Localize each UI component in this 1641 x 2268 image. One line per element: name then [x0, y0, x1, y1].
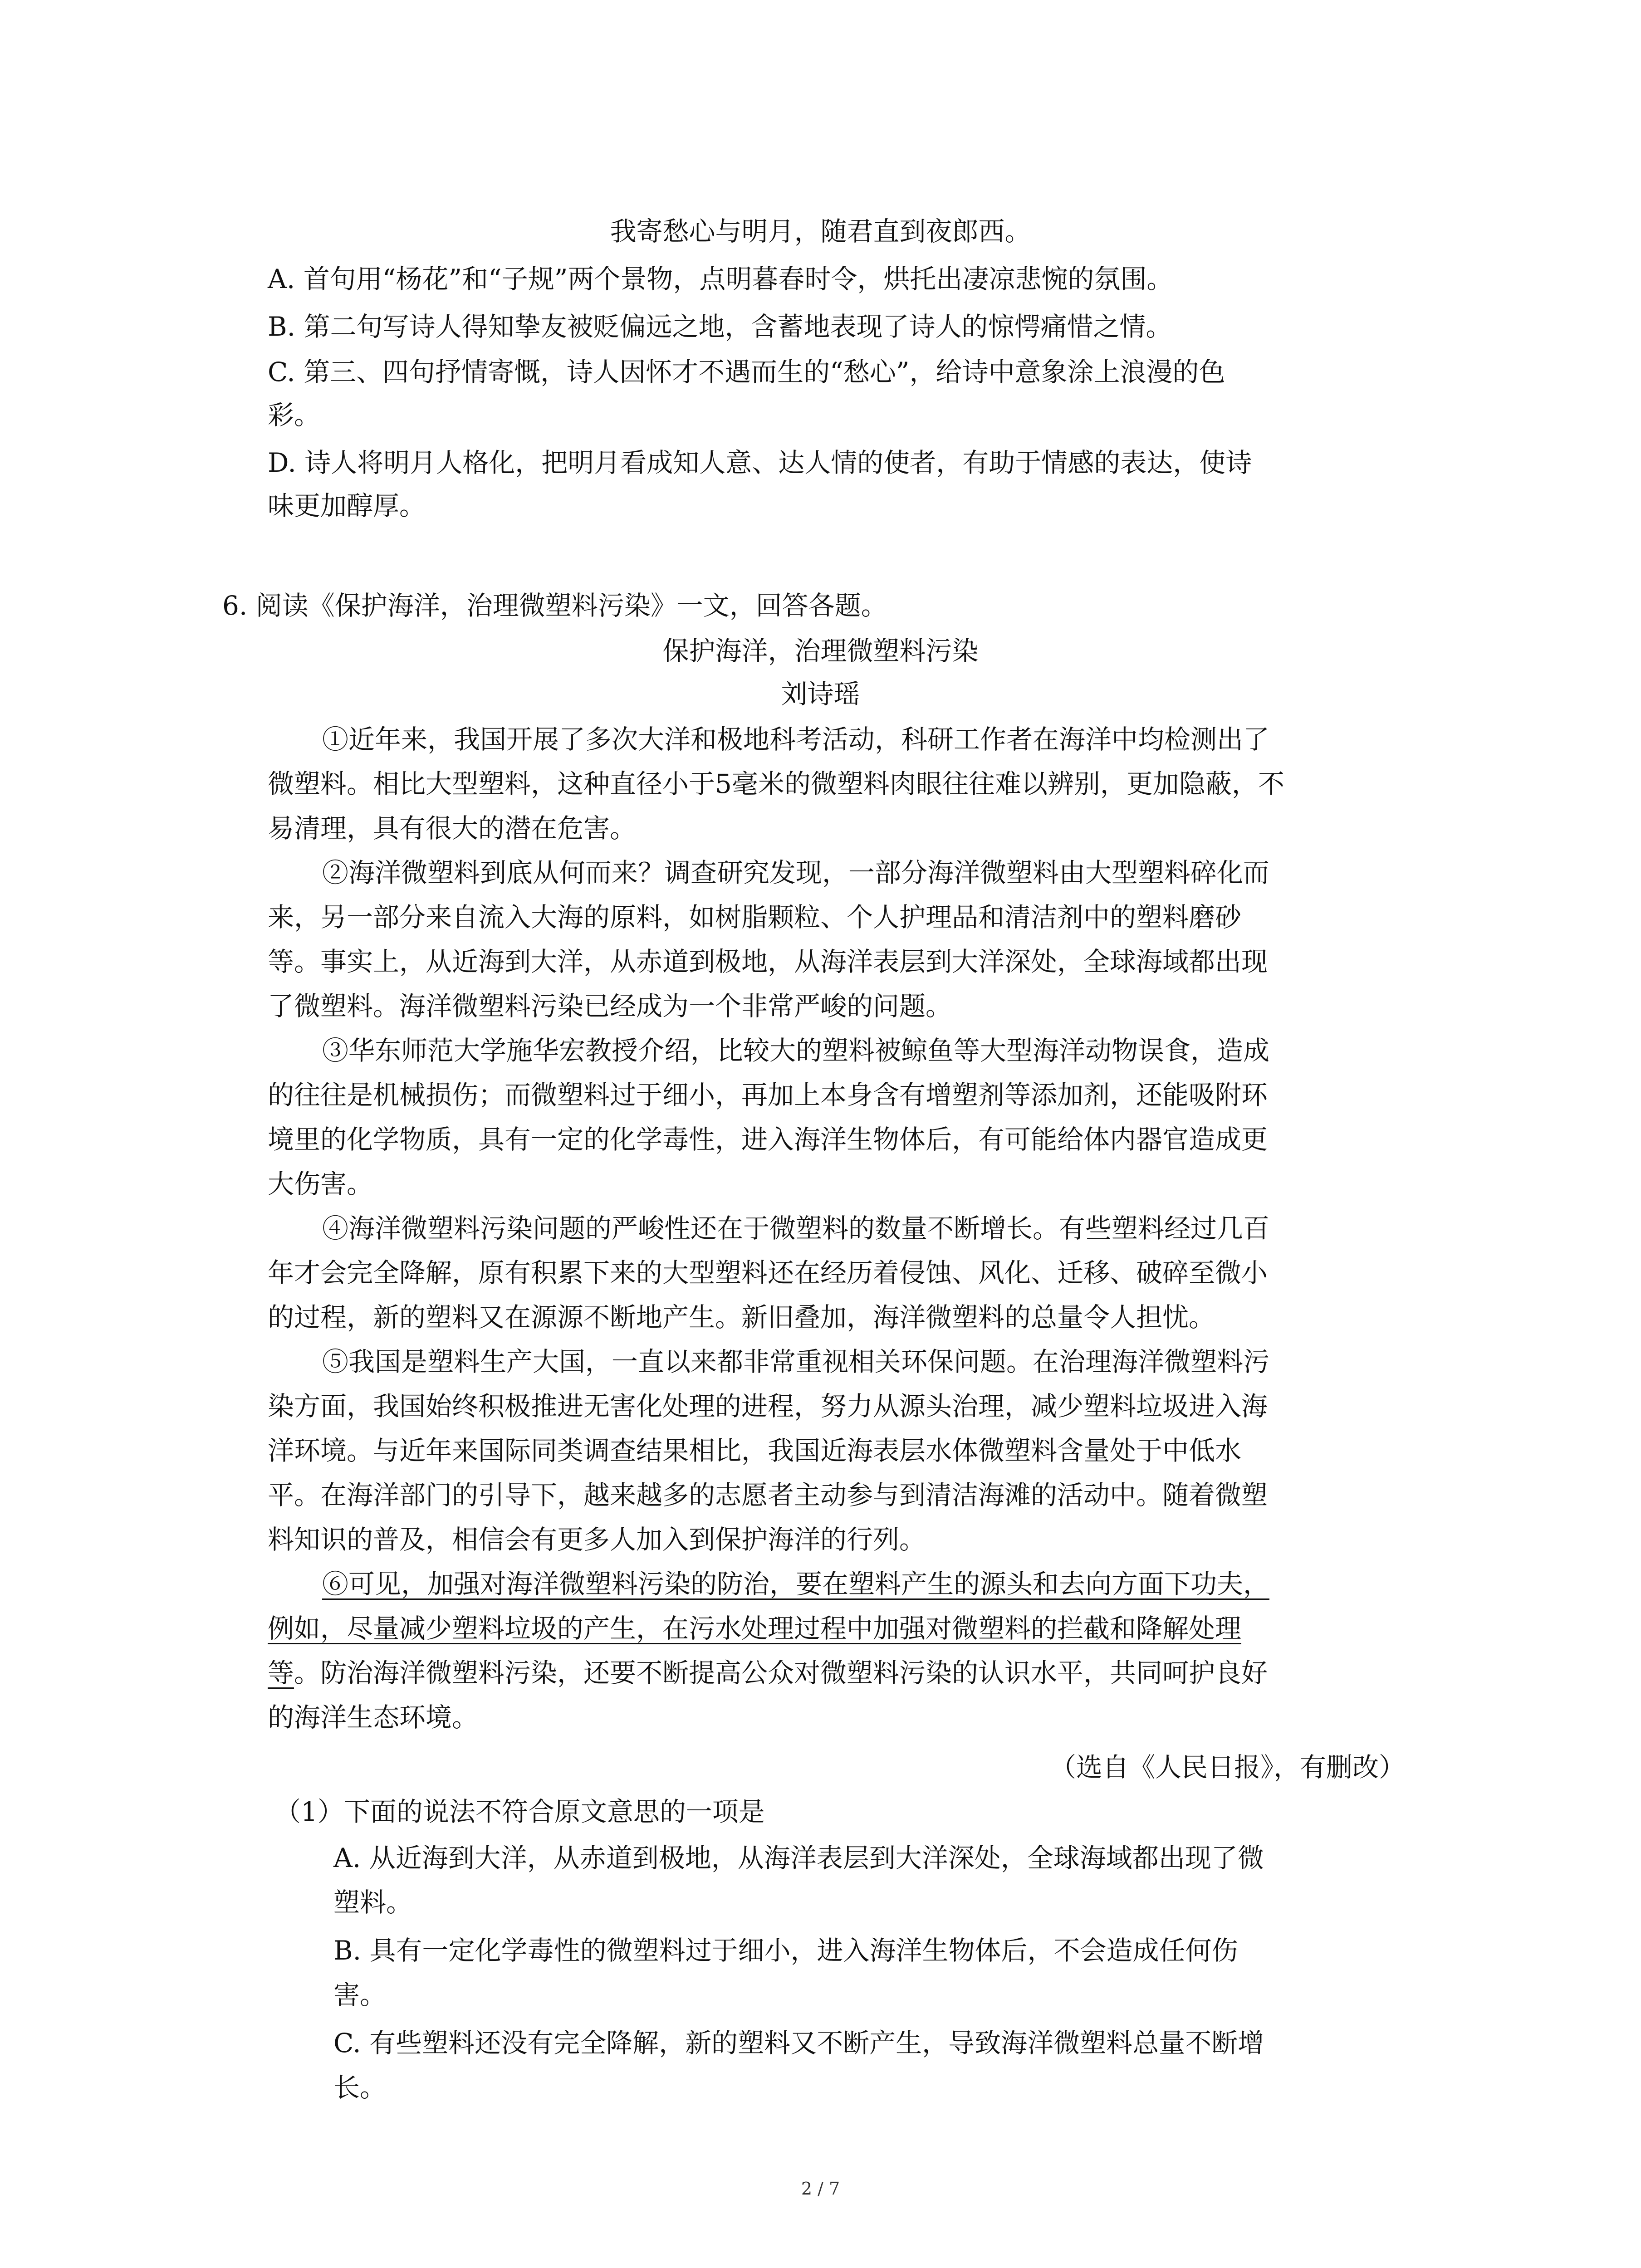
q5-option-a: A. 首句用“杨花”和“子规”两个景物，点明暮春时令，烘托出凄凉悲惋的氛围。: [268, 264, 1173, 294]
paragraph-6-line-1: ⑥可见，加强对海洋微塑料污染的防治，要在塑料产生的源头和去向方面下功夫，: [322, 1569, 1270, 1599]
paragraph-3-line-1: ③华东师范大学施华宏教授介绍，比较大的塑料被鲸鱼等大型海洋动物误食，造成: [322, 1035, 1270, 1066]
q5-option-c-line1: C. 第三、四句抒情寄慨，诗人因怀才不遇而生的“愁心”，给诗中意象涂上浪漫的色: [268, 357, 1225, 387]
q5-option-d-line1: D. 诗人将明月人格化，把明月看成知人意、达人情的使者，有助于情感的表达，使诗: [268, 447, 1252, 478]
q5-option-d-line2: 味更加醇厚。: [268, 490, 426, 521]
paragraph-2-line-1: ②海洋微塑料到底从何而来？调查研究发现，一部分海洋微塑料由大型塑料碎化而: [322, 857, 1270, 888]
sub1-option-a-line1: A. 从近海到大洋，从赤道到极地，从海洋表层到大洋深处，全球海域都出现了微: [333, 1843, 1264, 1873]
q5-option-c-line2: 彩。: [268, 400, 321, 430]
sub1-option-a-line2: 塑料。: [333, 1887, 413, 1918]
paragraph-4-line-1: ④海洋微塑料污染问题的严峻性还在于微塑料的数量不断增长。有些塑料经过几百: [322, 1213, 1270, 1244]
paragraph-1-line-2: 微塑料。相比大型塑料，这种直径小于5毫米的微塑料肉眼往往难以辨别，更加隐蔽，不: [268, 768, 1284, 799]
sub1-option-c-line2: 长。: [333, 2072, 387, 2103]
paragraph-1-line-3: 易清理，具有很大的潜在危害。: [268, 813, 637, 844]
sub1-option-b-line2: 害。: [333, 1980, 387, 2010]
paragraph-3-line-3: 境里的化学物质，具有一定的化学毒性，进入海洋生物体后，有可能给体内器官造成更: [268, 1124, 1268, 1155]
sub-question-1-prompt: （1）下面的说法不符合原文意思的一项是: [274, 1796, 765, 1827]
poem-last-line: 我寄愁心与明月，随君直到夜郎西。: [610, 216, 1031, 247]
sub1-option-b-line1: B. 具有一定化学毒性的微塑料过于细小，进入海洋生物体后，不会造成任何伤: [333, 1935, 1238, 1966]
paragraph-1-line-1: ①近年来，我国开展了多次大洋和极地科考活动，科研工作者在海洋中均检测出了: [322, 724, 1270, 755]
q6-prompt: 6. 阅读《保护海洋，治理微塑料污染》一文，回答各题。: [222, 590, 887, 621]
paragraph-6-line-3: [268, 1650, 1268, 1696]
paragraph-2-line-4: 了微塑料。海洋微塑料污染已经成为一个非常严峻的问题。: [268, 991, 952, 1022]
paragraph-5-line-3: 洋环境。与近年来国际同类调查结果相比，我国近海表层水体微塑料含量处于中低水: [268, 1435, 1242, 1466]
article-author: 刘诗瑶: [781, 679, 860, 709]
q5-option-b: B. 第二句写诗人得知挚友被贬偏远之地，含蓄地表现了诗人的惊愕痛惜之情。: [268, 311, 1172, 342]
sub1-option-c-line1: C. 有些塑料还没有完全降解，新的塑料又不断产生，导致海洋微塑料总量不断增: [333, 2028, 1264, 2058]
paragraph-3-line-2: 的往往是机械损伤；而微塑料过于细小，再加上本身含有增塑剂等添加剂，还能吸附环: [268, 1080, 1268, 1110]
paragraph-6-line-2: 例如，尽量减少塑料垃圾的产生，在污水处理过程中加强对微塑料的拦截和降解处理: [268, 1613, 1242, 1644]
paragraph-2-line-3: 等。事实上，从近海到大洋，从赤道到极地，从海洋表层到大洋深处，全球海域都出现: [268, 946, 1268, 977]
paragraph-4-line-3: 的过程，新的塑料又在源源不断地产生。新旧叠加，海洋微塑料的总量令人担忧。: [268, 1302, 1215, 1333]
paragraph-3-line-4: 大伤害。: [268, 1168, 373, 1199]
paragraph-2-line-2: 来，另一部分来自流入大海的原料，如树脂颗粒、个人护理品和清洁剂中的塑料磨砂: [268, 902, 1242, 933]
paragraph-5-line-5: 料知识的普及，相信会有更多人加入到保护海洋的行列。: [268, 1524, 926, 1555]
paragraph-5-line-1: ⑤我国是塑料生产大国，一直以来都非常重视相关环保问题。在治理海洋微塑料污: [322, 1346, 1270, 1377]
paragraph-4-line-2: 年才会完全降解，原有积累下来的大型塑料还在经历着侵蚀、风化、迁移、破碎至微小: [268, 1257, 1268, 1288]
paragraph-6-line-3-rest: 。防治海洋微塑料污染，还要不断提高公众对微塑料污染的认识水平，共同呵护良好: [294, 1657, 1268, 1688]
paragraph-5-line-4: 平。在海洋部门的引导下，越来越多的志愿者主动参与到清洁海滩的活动中。随着微塑: [268, 1480, 1268, 1510]
source-note: （选自《人民日报》，有删改）: [1049, 1752, 1405, 1783]
paragraph-5-line-2: 染方面，我国始终积极推进无害化处理的进程，努力从源头治理，减少塑料垃圾进入海: [268, 1391, 1268, 1422]
page-number: 2 / 7: [801, 2179, 840, 2199]
paragraph-6-underlined-end: 等: [268, 1657, 294, 1688]
paragraph-6-line-4: 的海洋生态环境。: [268, 1702, 479, 1733]
article-title: 保护海洋，治理微塑料污染: [662, 635, 979, 666]
